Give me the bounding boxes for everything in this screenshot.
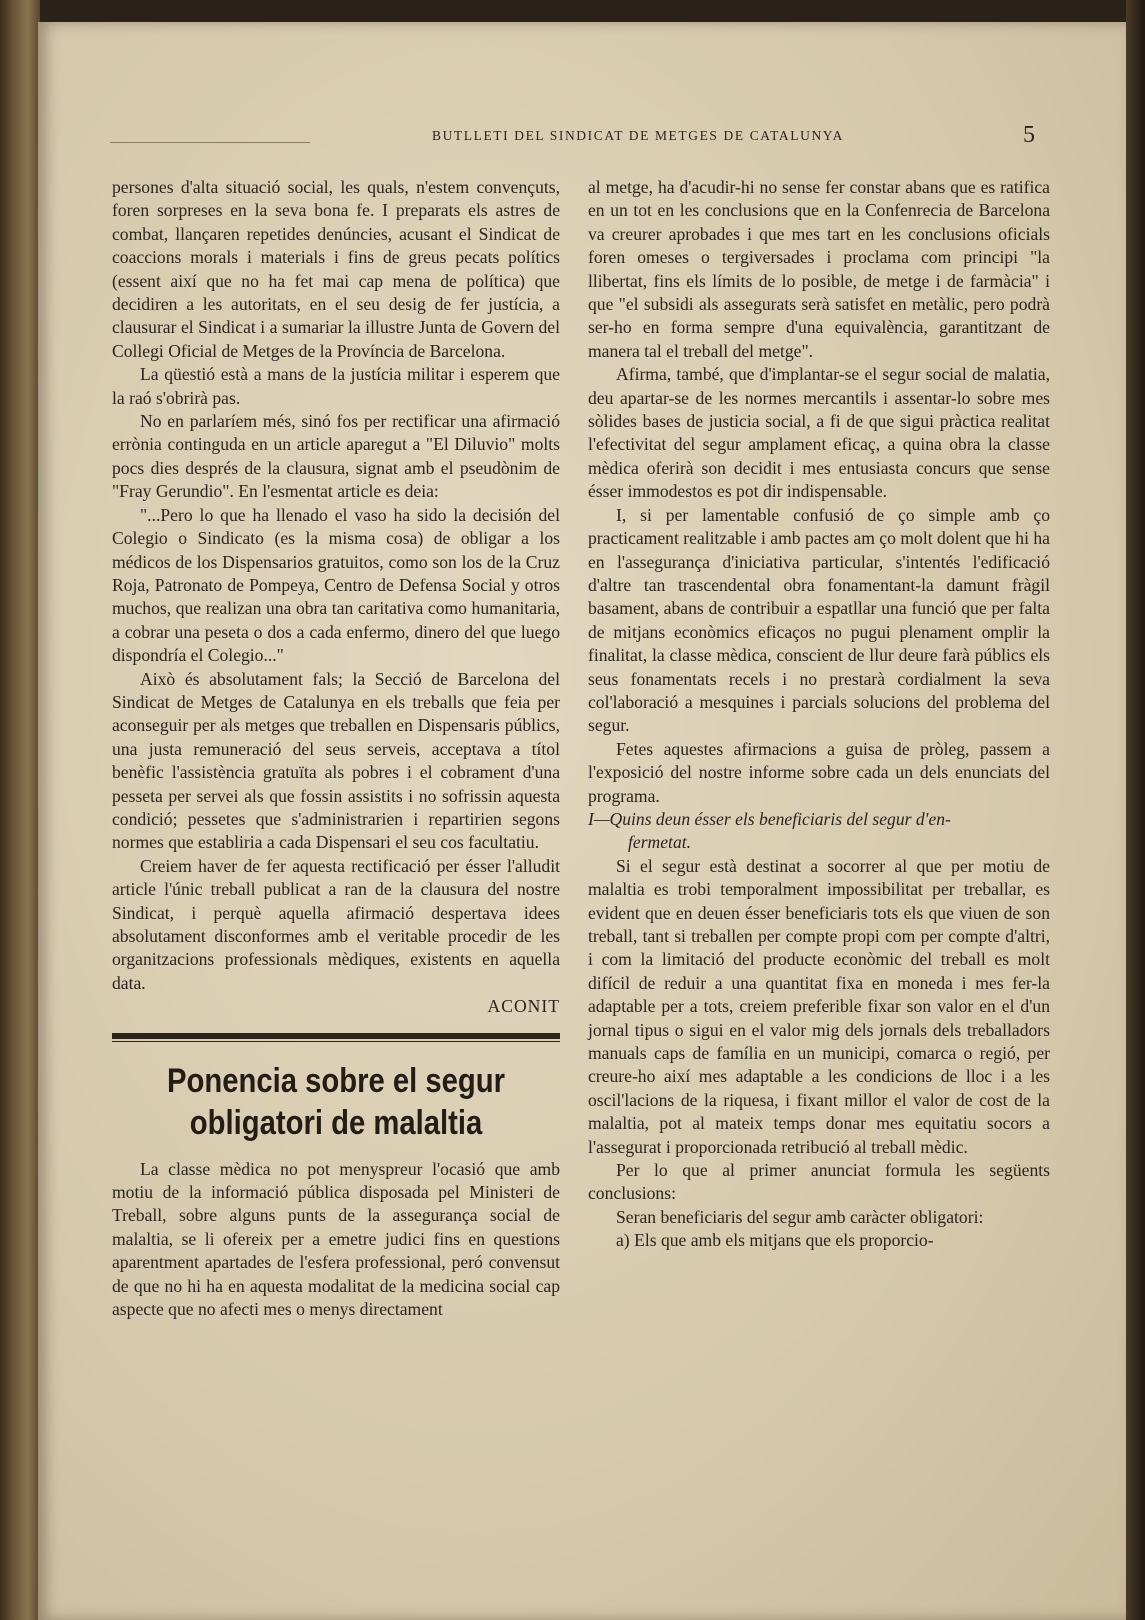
paragraph: La qüestió està a mans de la justícia militar i esperem que la raó s'obrirà pas. bbox=[112, 364, 560, 408]
left-column bbox=[112, 176, 560, 1321]
paragraph: al metge, ha d'acudir-hi no sense fer constar abans que es ratifica en un tot en les conclusions que en la Confenrecia de Barcelona va creurer aprobades i que mes tart en les conclusions oficials foren omeses o tergiversades i proclama com principi "la llibertat, fins els límits de lo posible, de metge i de farmàcia" i que "el subsidi als assegurats serà satisfet en metàlic, pero podrà ser-ho en forma sempre d'una equivalència, garantitzant de manera tal el treball del metge". bbox=[588, 177, 1050, 361]
paragraph: I, si per lamentable confusió de ço simple amb ço practicament realitzable i amb pactes am ço molt dolent que hi ha en l'assegurança d'iniciativa particular, s'intentés l'edificació d'altre tan trascendental obra fonamentant-la damunt fràgil basament, abans de contribuir a espatllar una funció que per falta de mitjans econòmics eficaços no pugui plenament omplir la finalitat, la classe mèdica, conscient de llur deure farà públics els seus fonamentats recels i no prestarà cordialment la seva col'laboració a mesquines i parcials solucions del problema del segur. bbox=[588, 504, 1050, 736]
author-signature: ACONIT bbox=[487, 996, 560, 1017]
list-item: a) Els que amb els mitjans que els proporcio- bbox=[616, 1230, 934, 1251]
quotation: "...Pero lo que ha llenado el vaso ha sido la decisión del Colegio o Sindicato (es la misma cosa) de obligar a los médicos de los Dispensarios gratuitos, como son los de la Cruz Roja, Patronato de Pompeya, Centro de Defensa Social y otros muchos, que realizan una obra tan caritativa como humanitaria, a cobrar una peseta o dos a cada enfermo, dinero del que luego dispondría el Colegio..." bbox=[112, 504, 560, 666]
page-edge bbox=[1126, 0, 1145, 1620]
page-number: 5 bbox=[1023, 122, 1035, 148]
paragraph: No en parlaríem més, sinó fos per rectificar una afirmació errònia continguda en un article aparegut a "El Diluvio" molts pocs dies després de la clausura, signat amb el pseudònim de "Fray Gerundio". En l'esmentat article es deia: bbox=[112, 411, 560, 502]
paragraph: Per lo que al primer anunciat formula les següents conclusions: bbox=[588, 1160, 1050, 1204]
paragraph: Afirma, també, que d'implantar-se el segur social de malatia, deu apartar-se de les normes mercantils i assentar-lo sobre mes sòlides bases de justicia social, a fi de que sigui pràctica realitat l'efectivitat del segur amplament eficaç, a quina obra la classe mèdica oferirà son decidit i mes entusiasta concurs que sense ésser immodestos es pot dir indispensable. bbox=[588, 364, 1050, 502]
right-column bbox=[588, 176, 1050, 1253]
section-divider bbox=[112, 1033, 560, 1039]
section-subheading: I—Quins deun ésser els beneficiaris del segur d'en- bbox=[588, 808, 951, 829]
running-head bbox=[110, 122, 1035, 152]
paragraph: La classe mèdica no pot menyspreur l'ocasió que amb motiu de la informació pública disposada pel Ministeri de Treball, sobre alguns punts de la assegurança social de malaltia, se li ofereix per a emetre judici fins en questions aparentment apartades de l'esfera professional, peró convensut de que no hi ha en aquesta modalitat de la medicina social cap aspecte que no afecti mes o menys directament bbox=[112, 1158, 560, 1320]
paragraph: persones d'alta situació social, les quals, n'estem convençuts, foren sorpreses en la seva bona fe. I preparats els astres de combat, llançaren repetides denúncies, acusant el Sindicat de coaccions morals i materials i fins de greus pecats polítics (essent així que no ha fet mai cap mena de política) que decidiren a les autoritats, en el seu desig de fer justícia, a clausurar el Sindicat i a sumariar la illustre Junta de Govern del Collegi Oficial de Metges de la Província de Barcelona. bbox=[112, 177, 560, 361]
paragraph: Creiem haver de fer aquesta rectificació per ésser l'alludit article l'únic treball publicat a ran de la clausura del nostre Sindicat, i perquè aquella afirmació despertava idees absolutament disconformes amb el veritable procedir de les organitzacions professionals mèdiques, existents en aquella data. bbox=[112, 855, 560, 993]
header-rule bbox=[110, 142, 310, 143]
paragraph: Seran beneficiaris del segur amb caràcter obligatori: bbox=[616, 1206, 984, 1227]
section-subheading-cont: fermetat. bbox=[628, 832, 692, 853]
paragraph: Això és absolutament fals; la Secció de Barcelona del Sindicat de Metges de Catalunya en els treballs que feia per aconseguir per als metges que treballen en Dispensaris públics, una justa remuneració del seus serveis, acceptava a títol benèfic l'assistència gratuïta als pobres i el cobrament d'una pesseta per servei als que fossin assistits i no sofrissin aquesta condició; pessetes que s'administrarien i repartirien segons normes que establiria a cada Dispensari el seu cos facultatiu. bbox=[112, 668, 560, 853]
article-headline: Ponencia sobre el segur obligatori de malaltia bbox=[166, 1061, 506, 1142]
paragraph: Fetes aquestes afirmacions a guisa de pròleg, passem a l'exposició del nostre informe sobre cada un dels enunciats del programa. bbox=[588, 738, 1050, 806]
paragraph: Si el segur està destinat a socorrer al que per motiu de malaltia es trobi temporalment impossibilitat per treballar, es evident que en deuen ésser beneficiaris tots els que viuen de son treball, tant si treballen per compte propi com per compte d'altri, i com la limitació del producte econòmic del treball es molt difícil de reduir a una quantitat fixa en moneda i mes fer-la adaptable per a tots, creiem preferible fixar son valor en el d'un jornal tipus o sigui en el valor mig dels jornals dels treballadors manuals caps de família en un municipi, comarca o regió, per creure-ho així mes adaptable a les condicions de lloc i a les oscil'lacions de la riquesa, i fixant millor el valor de cost de la malaltia, pot al mateix temps donar mes equitatiu socors a l'assegurat i proporcionada retribució al treball mèdic. bbox=[588, 855, 1050, 1157]
journal-title: BUTLLETI DEL SINDICAT DE METGES DE CATALUNYA bbox=[431, 128, 845, 143]
section-divider-thin bbox=[112, 1041, 560, 1042]
book-binding bbox=[0, 0, 40, 1620]
